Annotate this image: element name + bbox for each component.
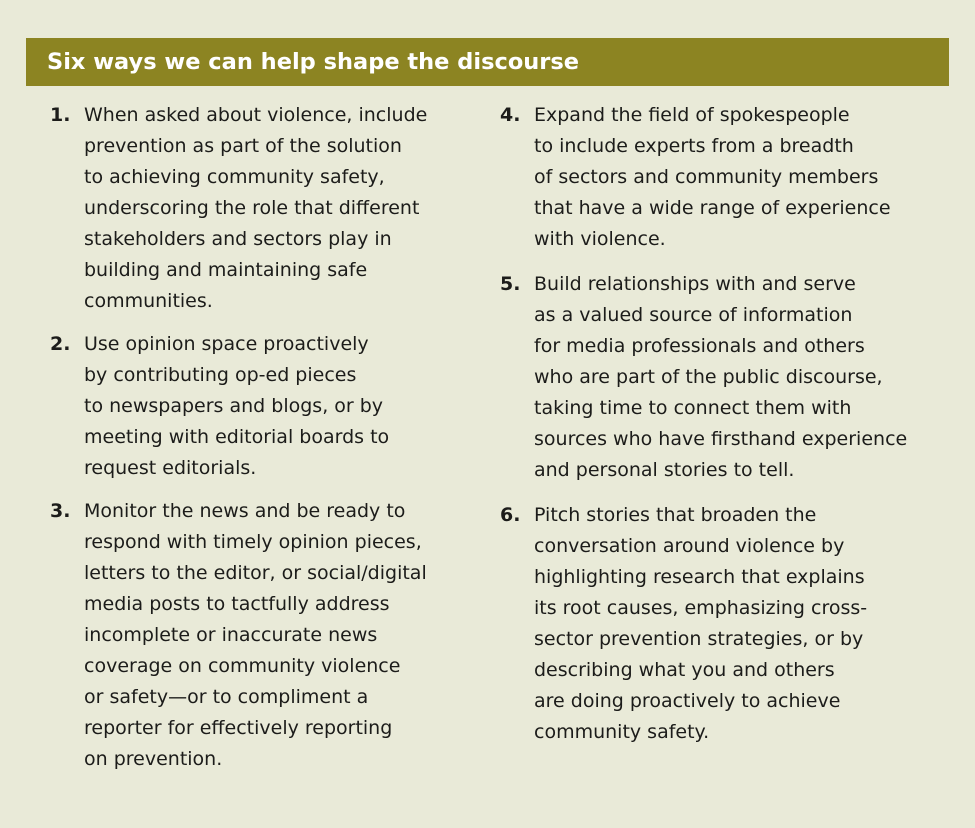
item-text-line: with violence. [534,228,666,250]
item-text-line: Monitor the news and be ready to [84,500,406,522]
list-item-3 [50,496,490,775]
item-text-line: to newspapers and blogs, or by [84,395,384,417]
item-text-line: When asked about violence, include [84,104,428,126]
item-text-line: to achieving community safety, [84,166,385,188]
item-text-line: to include experts from a breadth [534,135,854,157]
item-number: 1. [50,104,71,126]
item-text-line: Expand the field of spokespeople [534,104,850,126]
item-text-line: and personal stories to tell. [534,459,795,481]
item-text-line: of sectors and community members [534,166,879,188]
item-number: 5. [500,273,521,295]
item-text-line: for media professionals and others [534,335,865,357]
item-text-line: underscoring the role that different [84,197,420,219]
item-text-line: coverage on community violence [84,655,401,677]
item-text-line: sector prevention strategies, or by [534,628,864,650]
item-text-line: incomplete or inaccurate news [84,624,378,646]
item-text-line: on prevention. [84,748,223,770]
item-number: 3. [50,500,71,522]
item-text-line: sources who have firsthand experience [534,428,908,450]
list-item-5 [500,269,965,486]
left-column [50,100,490,775]
item-text-line: highlighting research that explains [534,566,865,588]
title-bar [26,38,949,86]
item-text-line: letters to the editor, or social/digital [84,562,427,584]
list-item-2 [50,329,490,484]
item-text-line: prevention as part of the solution [84,135,402,157]
box-title: Six ways we can help shape the discourse [47,49,580,75]
list-item-1 [50,100,490,317]
item-text-line: that have a wide range of experience [534,197,891,219]
item-text-line: request editorials. [84,457,257,479]
item-number: 6. [500,504,521,526]
item-text-line: as a valued source of information [534,304,853,326]
item-number: 2. [50,333,71,355]
item-text-line: by contributing op-ed pieces [84,364,357,386]
item-text-line: its root causes, emphasizing cross- [534,597,868,619]
item-text-line: Use opinion space proactively [84,333,369,355]
item-text-line: conversation around violence by [534,535,845,557]
item-text-line: media posts to tactfully address [84,593,390,615]
item-text-line: taking time to connect them with [534,397,852,419]
item-text-line: communities. [84,290,213,312]
item-text-line: Build relationships with and serve [534,273,856,295]
item-number: 4. [500,104,521,126]
item-text-line: reporter for effectively reporting [84,717,393,739]
item-text-line: building and maintaining safe [84,259,368,281]
item-text-line: community safety. [534,721,710,743]
item-text-line: describing what you and others [534,659,835,681]
item-text-line: respond with timely opinion pieces, [84,531,422,553]
list-item-6 [500,500,965,748]
item-text-line: who are part of the public discourse, [534,366,883,388]
item-text-line: meeting with editorial boards to [84,426,390,448]
item-text-line: are doing proactively to achieve [534,690,841,712]
item-text-line: Pitch stories that broaden the [534,504,817,526]
list-item-4 [500,100,965,255]
item-text-line: or safety—or to compliment a [84,686,369,708]
right-column [500,100,965,748]
item-text-line: stakeholders and sectors play in [84,228,392,250]
